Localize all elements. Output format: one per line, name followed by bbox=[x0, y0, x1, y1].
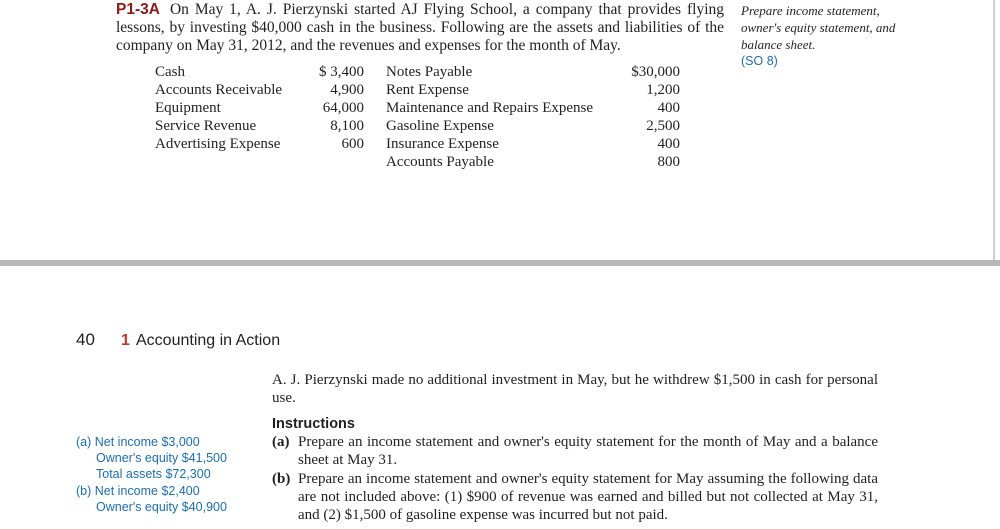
check-figure: Total assets $72,300 bbox=[96, 467, 211, 482]
account-name: Gasoline Expense bbox=[386, 118, 494, 134]
account-name: Cash bbox=[155, 64, 185, 80]
side-note-line: balance sheet. bbox=[741, 37, 816, 52]
account-name: Insurance Expense bbox=[386, 136, 499, 152]
account-amount: 400 bbox=[657, 136, 680, 152]
check-figure: Owner's equity $40,900 bbox=[96, 499, 227, 514]
account-amount: 8,100 bbox=[330, 118, 364, 134]
side-note-line: Prepare income statement, bbox=[741, 3, 880, 18]
account-name: Rent Expense bbox=[386, 82, 469, 98]
account-amount: 64,000 bbox=[322, 100, 364, 116]
account-name: Accounts Receivable bbox=[155, 82, 283, 98]
continuation-text: A. J. Pierzynski made no additional investment in May, but he withdrew $1,500 in cash for personal use. bbox=[272, 372, 878, 406]
account-name: Accounts Payable bbox=[386, 154, 494, 170]
instruction-label: (b) bbox=[272, 471, 291, 487]
account-amount: 600 bbox=[341, 136, 364, 152]
check-figures bbox=[76, 434, 227, 515]
side-note-line: owner's equity statement, and bbox=[741, 20, 896, 35]
problem-intro bbox=[116, 1, 724, 55]
account-name: Service Revenue bbox=[155, 118, 257, 134]
account-amount: $ 3,400 bbox=[319, 64, 364, 80]
account-amount: 400 bbox=[657, 100, 680, 116]
account-amount: 2,500 bbox=[646, 118, 680, 134]
side-note bbox=[741, 2, 941, 53]
account-name: Notes Payable bbox=[386, 64, 473, 80]
instruction-text: Prepare an income statement and owner's equity statement for the month of May and a balance sheet at May 31. bbox=[298, 434, 878, 468]
study-objective: (SO 8) bbox=[741, 54, 778, 68]
check-figure: (a) Net income $3,000 bbox=[76, 435, 200, 449]
instructions-heading: Instructions bbox=[272, 416, 355, 432]
check-figure: Owner's equity $41,500 bbox=[96, 451, 227, 466]
chapter-title: Accounting in Action bbox=[136, 332, 281, 349]
problem-id: P1-3A bbox=[116, 1, 160, 18]
page-number: 40 bbox=[76, 330, 95, 349]
problem-intro-text: On May 1, A. J. Pierzynski started AJ Flying School, a company that provides flying lessons, by investing $40,000 cash in the business. Following are the assets and liabilities of the company on May 31, 2012, and the revenues and expenses for the month of May. bbox=[116, 1, 724, 54]
page-separator bbox=[0, 260, 1000, 266]
account-amount: 4,900 bbox=[330, 82, 364, 98]
instruction-label: (a) bbox=[272, 434, 290, 450]
instruction-text: Prepare an income statement and owner's equity statement for May assuming the following data are not included above: (1) $900 of revenue was earned and billed but not collected at May 31, and (2) $1,500 of gasoline expense was incurred but not paid. bbox=[298, 471, 878, 523]
account-amount: $30,000 bbox=[631, 64, 680, 80]
check-figure: (b) Net income $2,400 bbox=[76, 483, 200, 498]
account-name: Advertising Expense bbox=[155, 136, 281, 152]
instruction-item-a bbox=[272, 433, 878, 469]
instruction-item-b bbox=[272, 470, 878, 524]
account-amount: 1,200 bbox=[646, 82, 680, 98]
account-amount: 800 bbox=[657, 154, 680, 170]
page-edge bbox=[993, 0, 995, 260]
account-name: Equipment bbox=[155, 100, 221, 116]
chapter-number: 1 bbox=[121, 332, 130, 349]
account-name: Maintenance and Repairs Expense bbox=[386, 100, 594, 116]
